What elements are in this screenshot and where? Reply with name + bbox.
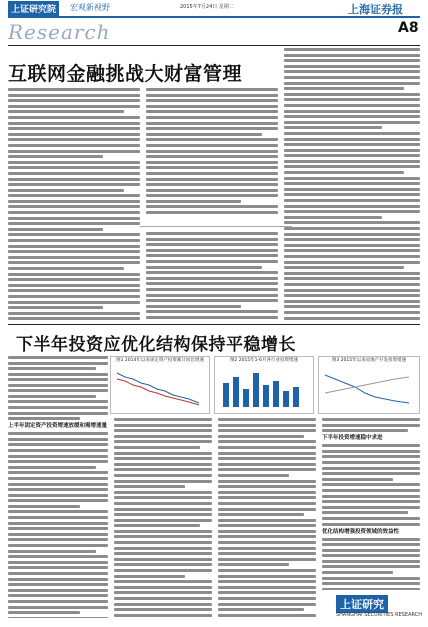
article1-column-2 [146, 232, 278, 320]
footer-logo: 上证研究 [336, 595, 388, 613]
article1-headline: 互联网金融挑战大财富管理 [8, 63, 243, 85]
chart-3-title: 图3 2015年以来房地产开发投资增速 [331, 358, 407, 363]
chart-2-bar [253, 373, 259, 407]
article2-intro [8, 356, 108, 376]
page-number: A8 [398, 20, 419, 36]
article2-subhead-2: 下半年投资增速稳中求进 [322, 435, 383, 442]
header-rule [8, 16, 420, 18]
chart-2-bar [233, 377, 239, 407]
summary-divider [140, 226, 292, 227]
chart-2-bar [223, 383, 229, 407]
brand-label: 上证研究院 [8, 1, 59, 16]
chart-3 [318, 356, 420, 414]
chart-3-line-b [325, 377, 409, 393]
chart-2-bar [243, 389, 249, 407]
article2-column-3 [218, 418, 316, 618]
chart-2-bar [283, 391, 289, 407]
section-label: 宏观新视野 [70, 3, 110, 12]
chart-1-title: 图1 2014年以来固定资产投资累计同比增速 [116, 358, 204, 363]
chart-2 [214, 356, 314, 414]
chart-1-line-a [117, 373, 199, 403]
article1-column-1 [8, 88, 140, 320]
chart-2-bar [273, 381, 279, 407]
article2-headline: 下半年投资应优化结构保持平稳增长 [16, 335, 296, 355]
article2-subhead-3: 优化结构增强投资领域的效益性 [322, 528, 400, 535]
paper-name: 上海证券报 [348, 3, 403, 16]
chart-2-plot [215, 363, 311, 411]
article-separator [8, 324, 420, 325]
chart-2-title: 图2 2015年1-6月各行业投资增速 [229, 358, 299, 363]
chart-1-plot [111, 363, 207, 411]
chart-1 [110, 356, 210, 414]
article2-column-4 [322, 418, 420, 590]
footer-subtitle: SHANGHAI SECURITIES RESEARCH [336, 612, 422, 618]
chart-1-line-b [117, 379, 199, 405]
chart-2-bar [293, 387, 299, 407]
article1-summary [146, 88, 278, 220]
article1-column-3 [284, 48, 420, 320]
header-underline [8, 45, 420, 46]
section-english-title: Research [8, 20, 111, 44]
chart-3-plot [319, 363, 417, 411]
article2-column-2 [114, 418, 212, 618]
issue-date: 2015年7月24日 星期二 [180, 4, 234, 10]
article2-subhead-1: 上半年固定资产投资增速放缓和需增速量 [8, 423, 108, 430]
article2-column-1 [8, 378, 108, 618]
chart-2-bar [263, 385, 269, 407]
